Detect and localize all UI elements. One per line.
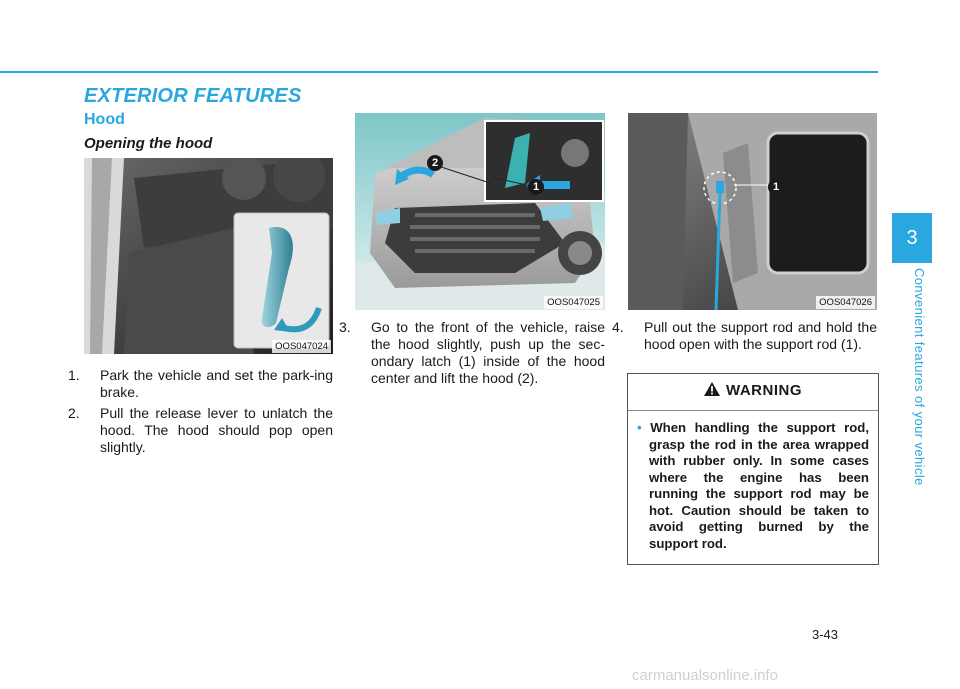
step-4 (612, 319, 877, 353)
step-text: Pull the release lever to unlatch the hood. The hood should pop open slightly. (100, 405, 333, 455)
page-number: 3-43 (812, 627, 839, 642)
step-number: 1. (68, 367, 80, 383)
subheading: Opening the hood (84, 135, 213, 152)
step-number: 4. (612, 319, 624, 335)
subsection-title: Hood (84, 111, 125, 128)
watermark: carmanualsonline.info (632, 667, 778, 684)
header-rule (0, 71, 878, 73)
step-text: Go to the front of the vehicle, raise the hood slightly, push up the sec-ondary latch (1) inside of the hood center and lift the hood (2). (371, 319, 605, 386)
warning-body (637, 420, 869, 552)
figure-code: OOS047025 (544, 296, 603, 309)
warning-header (628, 382, 878, 399)
section-title: EXTERIOR FEATURES (84, 85, 302, 107)
chapter-tab (892, 213, 932, 263)
callout-2: 2 (427, 155, 443, 171)
support-rod-illustration (628, 113, 877, 310)
step-2 (68, 405, 333, 456)
warning-title: WARNING (726, 382, 802, 399)
step-number: 2. (68, 405, 80, 421)
callout-1: 1 (768, 179, 784, 195)
warning-divider (628, 410, 878, 411)
figure-support-rod (628, 113, 877, 310)
step-number: 3. (339, 319, 351, 335)
bullet-icon: • (637, 420, 642, 435)
warning-triangle-icon (704, 382, 720, 396)
step-1 (68, 367, 333, 401)
figure-code: OOS047024 (272, 340, 331, 353)
figure-code: OOS047026 (816, 296, 875, 309)
warning-box (627, 373, 879, 565)
chapter-number: 3 (906, 227, 918, 249)
step-text: Pull out the support rod and hold the hood open with the support rod (1). (644, 319, 877, 352)
figure-front-vehicle (355, 113, 605, 310)
release-lever-illustration (84, 158, 333, 354)
step-3 (339, 319, 605, 387)
figure-release-lever (84, 158, 333, 354)
callout-1: 1 (528, 179, 544, 195)
warning-text: When handling the support rod, grasp the rod in the area wrapped with rubber only. In some cases where the engine has been running the support rod may be hot. Caution should be taken to avoid getting burned by the support rod. (649, 420, 869, 551)
vehicle-front-illustration (355, 113, 605, 310)
chapter-label: Convenient features of your vehicle (912, 268, 927, 486)
step-text: Park the vehicle and set the park-ing brake. (100, 367, 333, 400)
